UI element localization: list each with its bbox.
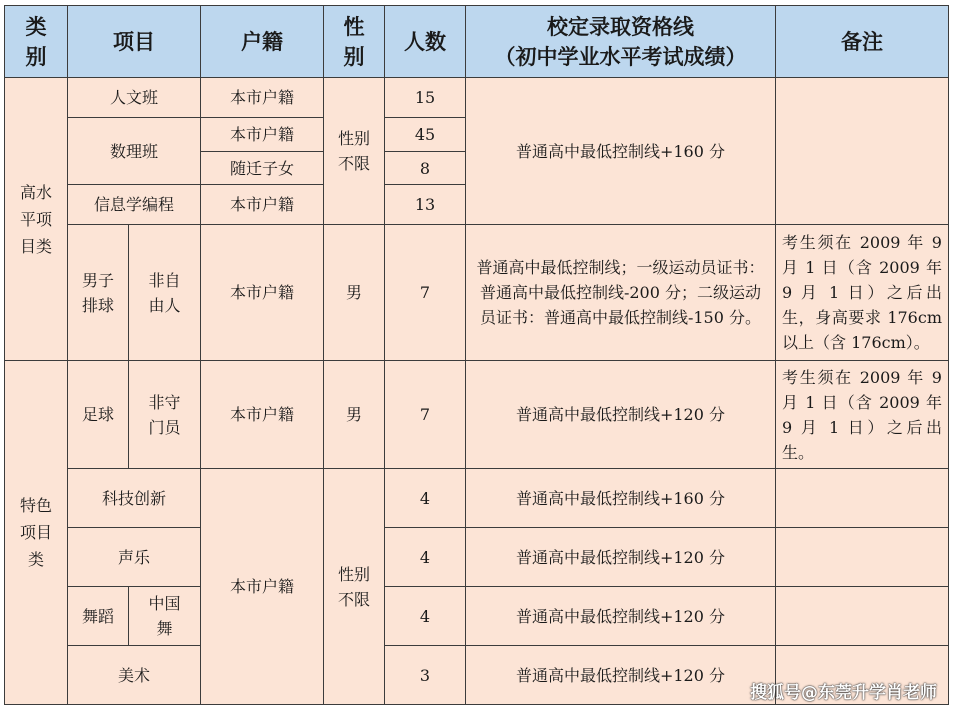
- hukou-cell: 本市户籍: [201, 225, 324, 361]
- item-humanities: 人文班: [68, 78, 201, 118]
- item-art: 美术: [68, 646, 201, 705]
- header-gender: 性 别: [324, 6, 385, 78]
- hukou-group2: 本市户籍: [201, 469, 324, 705]
- item-informatics: 信息学编程: [68, 185, 201, 225]
- remark-volleyball: 考生须在 2009 年 9 月 1 日（含 2009 年 9 月 1 日）之后出生，身高要求 176cm 以上（含 176cm）。: [776, 225, 949, 361]
- cutoff-group1: 普通高中最低控制线+160 分: [466, 78, 776, 225]
- hukou-cell: 本市户籍: [201, 361, 324, 469]
- cutoff-art: 普通高中最低控制线+120 分: [466, 646, 776, 705]
- hukou-cell: 本市户籍: [201, 118, 324, 152]
- item-football: 足球: [68, 361, 129, 469]
- header-remark: 备注: [776, 6, 949, 78]
- item-dance: 舞蹈: [68, 587, 129, 646]
- item-tech-innovation: 科技创新: [68, 469, 201, 528]
- item-math-science: 数理班: [68, 118, 201, 185]
- admission-table: [4, 5, 949, 705]
- hukou-cell: 随迁子女: [201, 152, 324, 185]
- header-item: 项目: [68, 6, 201, 78]
- hukou-cell: 本市户籍: [201, 185, 324, 225]
- remark-empty: [776, 469, 949, 528]
- remark-empty-1: [776, 78, 949, 225]
- count-cell: 4: [385, 587, 466, 646]
- remark-football: 考生须在 2009 年 9 月 1 日（含 2009 年 9 月 1 日）之后出生。: [776, 361, 949, 469]
- header-category: 类 别: [5, 6, 68, 78]
- gender-cell: 男: [324, 361, 385, 469]
- gender-cell: 男: [324, 225, 385, 361]
- header-cutoff: [466, 6, 776, 78]
- remark-empty: [776, 587, 949, 646]
- count-cell: 7: [385, 361, 466, 469]
- cutoff-volleyball: 普通高中最低控制线；一级运动员证书：普通高中最低控制线-200 分；二级运动员证书：普通高中最低控制线-150 分。: [466, 225, 776, 361]
- cutoff-dance: 普通高中最低控制线+120 分: [466, 587, 776, 646]
- hukou-cell: 本市户籍: [201, 78, 324, 118]
- count-cell: 45: [385, 118, 466, 152]
- count-cell: 4: [385, 469, 466, 528]
- count-cell: 15: [385, 78, 466, 118]
- category-specialty: 特色 项目 类: [5, 361, 68, 705]
- cutoff-vocal: 普通高中最低控制线+120 分: [466, 528, 776, 587]
- item-football-position: 非守 门员: [129, 361, 201, 469]
- header-cutoff-line1: 校定录取资格线: [547, 14, 694, 39]
- count-cell: 13: [385, 185, 466, 225]
- item-volleyball-position: 非自 由人: [129, 225, 201, 361]
- gender-any-2: 性别 不限: [324, 469, 385, 705]
- item-dance-type: 中国 舞: [129, 587, 201, 646]
- count-cell: 7: [385, 225, 466, 361]
- count-cell: 4: [385, 528, 466, 587]
- header-cutoff-line2: （初中学业水平考试成绩）: [494, 44, 747, 69]
- gender-any-1: 性别 不限: [324, 78, 385, 225]
- watermark: 搜狐号@东莞升学肖老师: [750, 683, 937, 703]
- item-vocal: 声乐: [68, 528, 201, 587]
- item-volleyball: 男子 排球: [68, 225, 129, 361]
- cutoff-football: 普通高中最低控制线+120 分: [466, 361, 776, 469]
- remark-empty: [776, 528, 949, 587]
- header-count: 人数: [385, 6, 466, 78]
- count-cell: 3: [385, 646, 466, 705]
- count-cell: 8: [385, 152, 466, 185]
- category-high-level: 高水 平项 目类: [5, 78, 68, 361]
- header-hukou: 户籍: [201, 6, 324, 78]
- cutoff-tech: 普通高中最低控制线+160 分: [466, 469, 776, 528]
